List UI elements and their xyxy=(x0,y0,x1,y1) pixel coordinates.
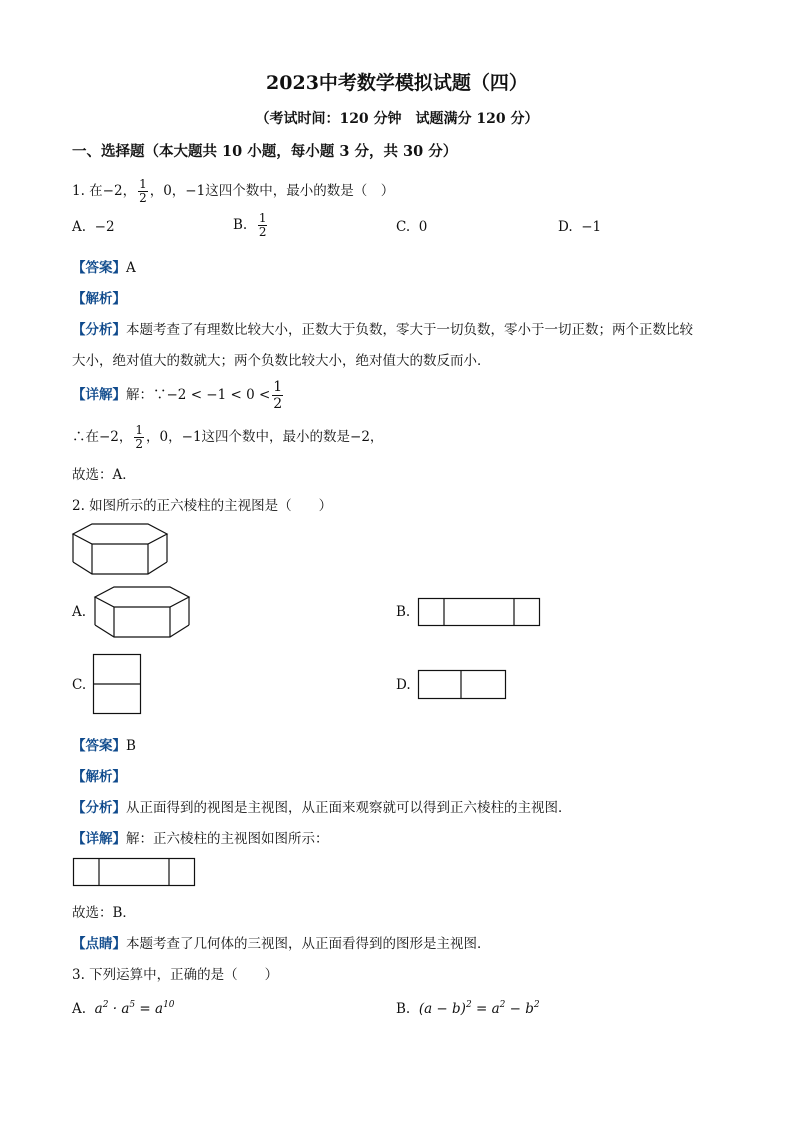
option-frac xyxy=(258,212,268,239)
option-label: A. xyxy=(72,1001,87,1017)
section-heading: 一、选择题（本大题共 10 小题，每小题 3 分，共 30 分） xyxy=(72,143,458,160)
expr-exponent: 2 xyxy=(102,1000,109,1010)
expr-part: = a xyxy=(471,1001,500,1017)
answer-value: B xyxy=(126,738,136,754)
q1-num-rest: ，0，−1 xyxy=(149,183,206,199)
option-label: B. xyxy=(396,1001,411,1017)
option-label: B. xyxy=(233,217,248,233)
q2-detail xyxy=(72,827,329,847)
q2-option-a-figure[interactable] xyxy=(94,585,190,639)
expr-part: − b xyxy=(505,1001,534,1017)
q2-choose: 故选：B． xyxy=(72,905,136,921)
q1-frac-half xyxy=(138,178,148,205)
frac-numerator: 1 xyxy=(273,379,283,395)
frac-denominator: 2 xyxy=(258,225,267,239)
q3-option-b-expr xyxy=(419,1001,540,1017)
frac-denominator: 2 xyxy=(135,437,144,451)
q2-option-c-figure[interactable] xyxy=(93,654,143,716)
fenxi-tag: 【分析】 xyxy=(72,322,126,338)
q1-choose: 故选：A． xyxy=(72,467,136,483)
q3-option-a-expr xyxy=(95,1001,175,1017)
option-value: −1 xyxy=(581,219,602,235)
q2-stem: 2. 如图所示的正六棱柱的主视图是（ ） xyxy=(72,498,333,514)
answer-tag: 【答案】 xyxy=(72,260,126,276)
expr-part: a xyxy=(94,1001,103,1017)
therefore-suffix: ，0，−1这四个数中，最小的数是−2， xyxy=(146,429,384,445)
q2-dianjing xyxy=(72,932,491,952)
expr-part: · xyxy=(108,1001,122,1017)
expr-part: (a − b) xyxy=(418,1001,466,1017)
fenxi-text: 本题考查了有理数比较大小，正数大于负数，零大于一切负数，零小于一切正数；两个正数比较 xyxy=(126,322,693,338)
q2-analysis-tag: 【解析】 xyxy=(72,769,126,785)
fenxi-tag: 【分析】 xyxy=(72,800,126,816)
expr-part: = a xyxy=(135,1001,164,1017)
q3-option-a[interactable] xyxy=(72,1000,175,1017)
q2-option-c-label[interactable]: C. xyxy=(72,677,87,693)
frac-numerator: 1 xyxy=(258,211,267,225)
q1-stem-prefix: 1. 在 xyxy=(72,183,103,199)
therefore-frac xyxy=(134,424,144,451)
q1-stem-suffix: 这四个数中，最小的数是（ ） xyxy=(205,183,395,199)
answer-value: A xyxy=(126,260,136,276)
q2-answer-figure xyxy=(73,858,197,888)
detail-frac xyxy=(272,379,283,412)
q1-therefore xyxy=(72,424,383,451)
therefore-prefix: ∴在−2， xyxy=(72,429,133,445)
q1-option-c[interactable] xyxy=(396,219,427,235)
dianjing-tag: 【点睛】 xyxy=(72,936,126,952)
expr-exponent: 10 xyxy=(163,1000,175,1010)
expr-exponent: 2 xyxy=(533,1000,540,1010)
q2-option-a-label[interactable]: A. xyxy=(72,604,87,620)
detail-text: 解：∵−2 < −1 < 0 < xyxy=(126,387,271,403)
q1-detail xyxy=(72,379,285,412)
frac-denominator: 2 xyxy=(139,191,147,205)
q1-option-b[interactable] xyxy=(233,212,269,239)
dianjing-text: 本题考查了几何体的三视图，从正面看得到的图形是主视图． xyxy=(126,936,491,952)
q2-answer xyxy=(72,734,136,754)
option-value: 0 xyxy=(418,219,428,235)
q3-stem: 3. 下列运算中，正确的是（ ） xyxy=(72,967,279,983)
q2-option-b-label[interactable]: B. xyxy=(396,604,411,620)
frac-numerator: 1 xyxy=(135,423,144,437)
answer-tag: 【答案】 xyxy=(72,738,126,754)
q1-num-neg2: −2， xyxy=(102,183,137,199)
prism-top-face xyxy=(73,524,167,544)
q2-fenxi xyxy=(72,796,572,816)
expr-part: a xyxy=(121,1001,130,1017)
q1-answer xyxy=(72,256,136,276)
prism-bottom xyxy=(73,562,167,574)
hex-prism-figure xyxy=(72,522,168,576)
q1-option-a[interactable] xyxy=(72,219,115,235)
option-label: D. xyxy=(558,219,573,235)
q1-stem xyxy=(72,178,394,205)
expr-exponent: 2 xyxy=(499,1000,506,1010)
detail-tag: 【详解】 xyxy=(72,831,126,847)
q1-analysis-tag: 【解析】 xyxy=(72,291,126,307)
q2-option-d-figure[interactable] xyxy=(418,670,508,701)
q3-option-b[interactable] xyxy=(396,1000,540,1017)
option-value: −2 xyxy=(94,219,115,235)
q1-fenxi-line1 xyxy=(72,318,693,338)
q2-option-b-figure[interactable] xyxy=(418,598,542,628)
q2-option-d-label[interactable]: D. xyxy=(396,677,411,693)
detail-tag: 【详解】 xyxy=(72,387,126,403)
q1-fenxi-line2: 大小，绝对值大的数就大；两个负数比较大小，绝对值大的数反而小． xyxy=(72,353,491,369)
option-label: C. xyxy=(396,219,411,235)
expr-exponent: 5 xyxy=(129,1000,136,1010)
frac-numerator: 1 xyxy=(139,177,147,191)
q1-option-d[interactable] xyxy=(558,219,601,235)
option-label: A. xyxy=(72,219,87,235)
detail-text: 解：正六棱柱的主视图如图所示： xyxy=(126,831,329,847)
fenxi-text: 从正面得到的视图是主视图，从正面来观察就可以得到正六棱柱的主视图． xyxy=(126,800,572,816)
frac-denominator: 2 xyxy=(273,396,283,412)
page-title: 2023中考数学模拟试题（四） xyxy=(266,72,528,94)
expr-exponent: 2 xyxy=(465,1000,472,1010)
exam-info: （考试时间：120 分钟 试题满分 120 分） xyxy=(255,111,539,127)
